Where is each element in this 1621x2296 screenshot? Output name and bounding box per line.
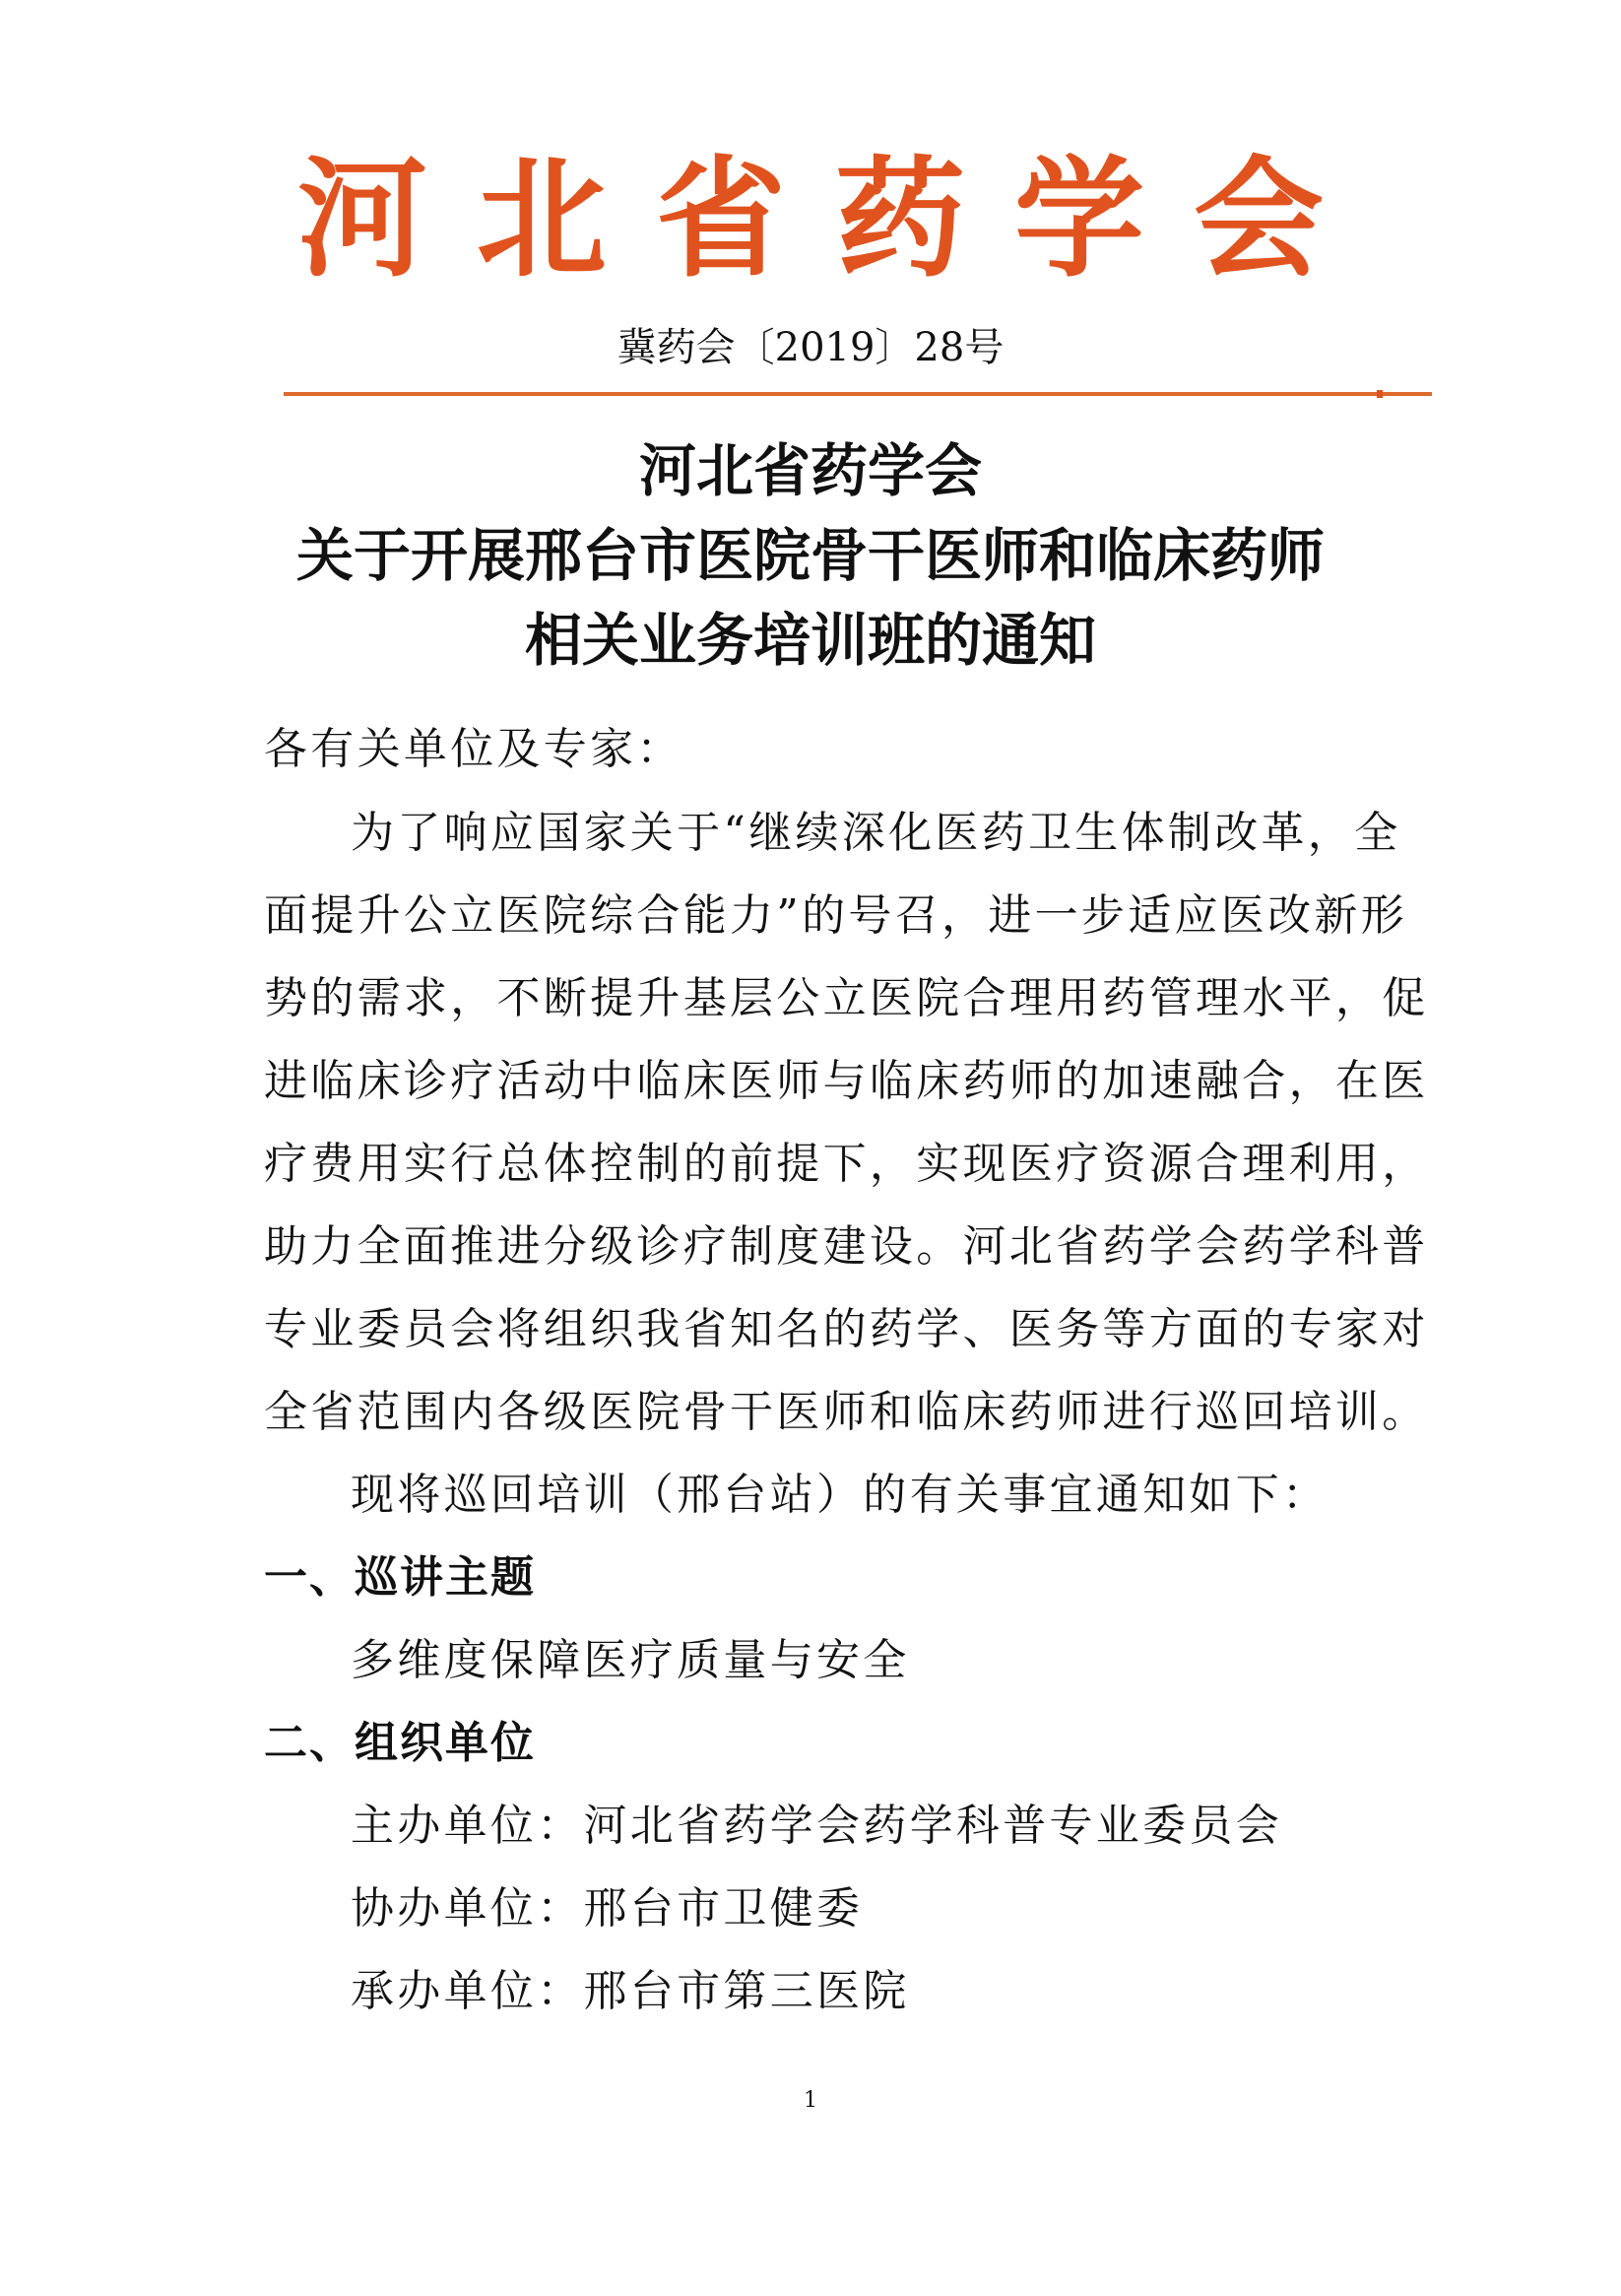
salutation: 各有关单位及专家： [264,724,683,774]
paragraph-line: 全省范围内各级医院骨干医师和临床药师进行巡回培训。 [264,1387,1429,1437]
red-divider-mark [1377,390,1383,398]
section-content-theme: 多维度保障医疗质量与安全 [351,1635,910,1685]
paragraph-line: 现将巡回培训（邢台站）的有关事宜通知如下： [351,1470,1329,1520]
organizer-co-host: 协办单位：邢台市卫健委 [351,1883,864,1934]
section-heading-theme: 一、巡讲主题 [264,1552,536,1603]
paragraph-line: 为了响应国家关于“继续深化医药卫生体制改革，全 [351,808,1401,858]
paragraph-line: 进临床诊疗活动中临床医师与临床药师的加速融合，在医 [264,1056,1429,1106]
org-letterhead: 河北省药学会 [297,143,1373,295]
section-heading-organizers: 二、组织单位 [264,1718,536,1768]
paragraph-line: 面提升公立医院综合能力”的号召，进一步适应医改新形 [264,890,1407,941]
red-divider-line [284,392,1432,396]
paragraph-line: 疗费用实行总体控制的前提下，实现医疗资源合理利用， [264,1139,1429,1189]
paragraph-line: 专业委员会将组织我省知名的药学、医务等方面的专家对 [264,1304,1429,1354]
organizer-undertaker: 承办单位：邢台市第三医院 [351,1966,910,2016]
title-line-2: 关于开展邢台市医院骨干医师和临床药师 [295,522,1325,589]
paragraph-line: 助力全面推进分级诊疗制度建设。河北省药学会药学科普 [264,1221,1429,1272]
page-number: 1 [804,2088,817,2113]
organizer-host: 主办单位：河北省药学会药学科普专业委员会 [351,1801,1282,1851]
title-line-1: 河北省药学会 [638,437,982,504]
document-number: 冀药会〔2019〕28号 [616,325,1005,370]
title-line-3: 相关业务培训班的通知 [524,607,1096,674]
paragraph-line: 势的需求，不断提升基层公立医院合理用药管理水平，促 [264,973,1429,1023]
